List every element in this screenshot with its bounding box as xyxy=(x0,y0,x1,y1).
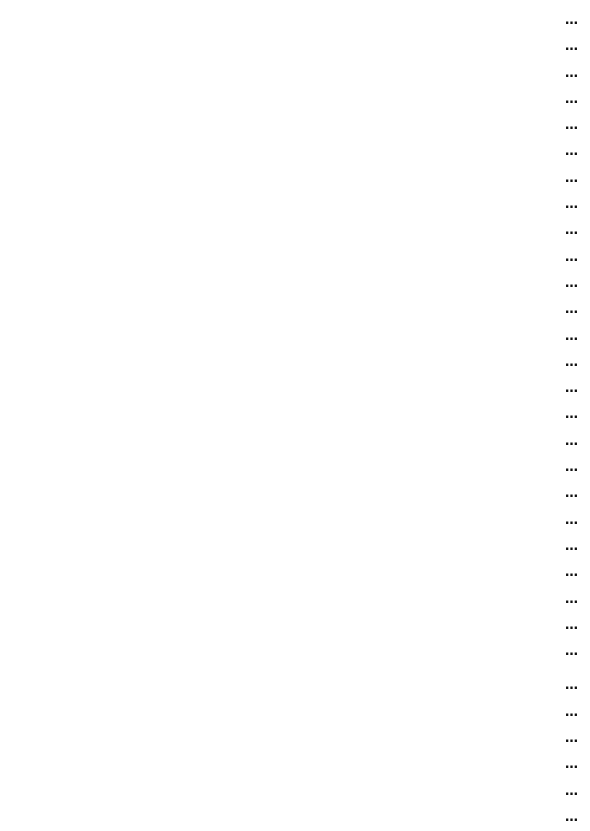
text-line: … xyxy=(565,39,578,55)
text-line: … xyxy=(565,731,578,747)
text-line: … xyxy=(565,144,578,160)
paragraph-2 xyxy=(12,324,578,666)
text-line: … xyxy=(565,512,578,528)
text-line: … xyxy=(565,91,578,107)
text-line: … xyxy=(565,65,578,81)
text-line: … xyxy=(565,757,578,773)
paragraph-3 xyxy=(12,673,578,831)
text-line: … xyxy=(565,704,578,720)
text-line: … xyxy=(565,223,578,239)
text-line: … xyxy=(565,486,578,502)
text-line: … xyxy=(565,809,578,825)
text-line: … xyxy=(565,783,578,799)
text-line: … xyxy=(565,197,578,213)
text-line: … xyxy=(565,433,578,449)
text-line: … xyxy=(565,328,578,344)
paragraph-gap xyxy=(12,665,578,673)
text-line: … xyxy=(565,13,578,28)
text-line: … xyxy=(565,591,578,607)
text-line: … xyxy=(565,644,578,660)
text-line: … xyxy=(565,538,578,554)
text-line: … xyxy=(565,460,578,476)
text-line: … xyxy=(565,249,578,265)
text-line: … xyxy=(565,381,578,397)
text-line: … xyxy=(565,617,578,633)
text-line: … xyxy=(565,118,578,134)
paragraph-1 xyxy=(12,8,578,324)
text-line: … xyxy=(565,302,578,318)
text-line: … xyxy=(565,565,578,581)
text-line: … xyxy=(565,407,578,423)
text-line: … xyxy=(565,170,578,186)
text-line: … xyxy=(565,678,578,694)
text-line: … xyxy=(565,354,578,370)
text-line: … xyxy=(565,275,578,291)
